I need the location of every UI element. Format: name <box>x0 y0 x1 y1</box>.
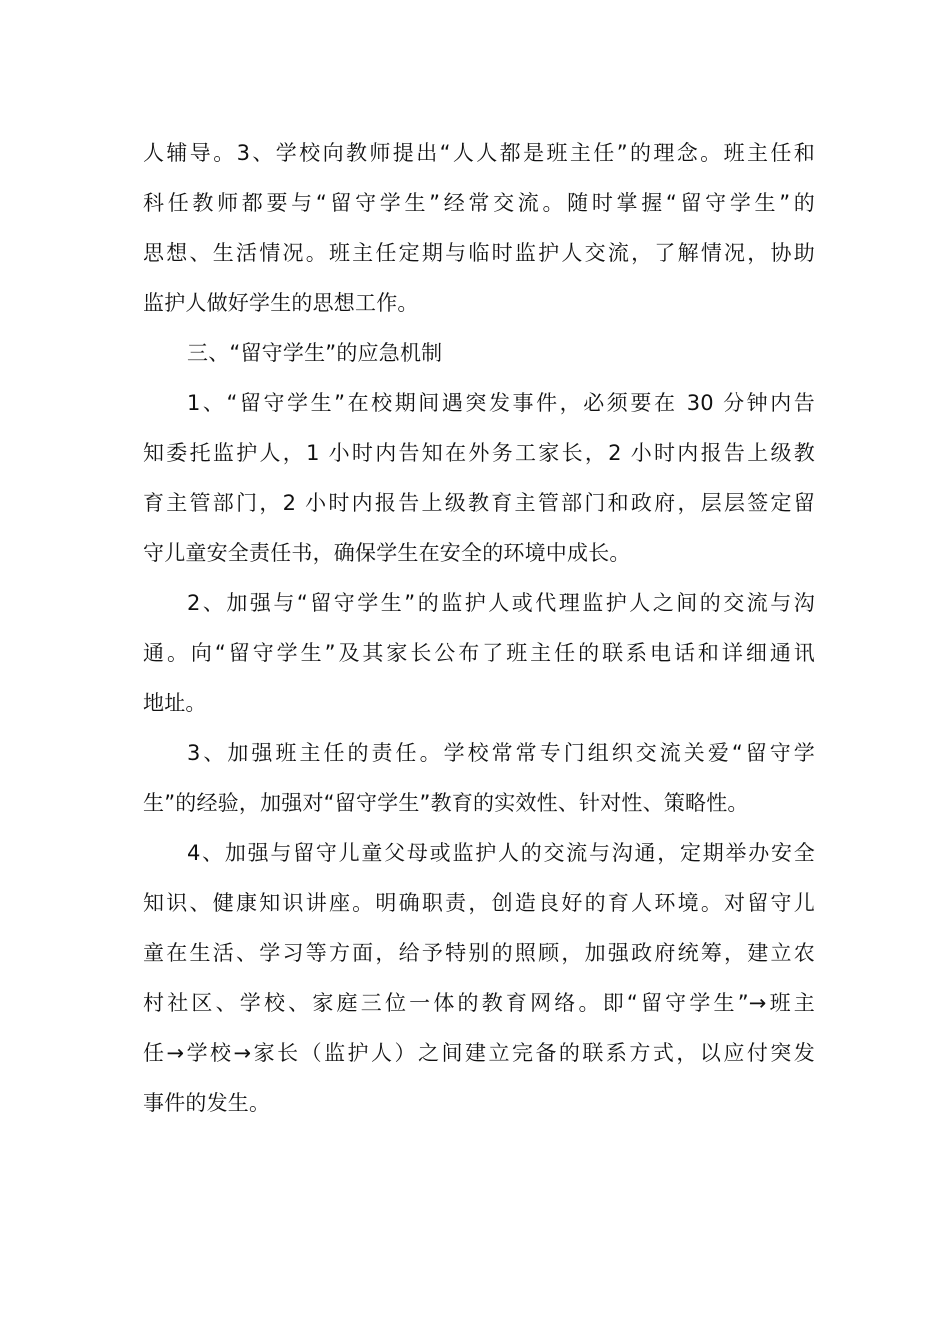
text-line: 生”的经验，加强对“留守学生”教育的实效性、针对性、策略性。 <box>143 791 749 815</box>
text-line: 育主管部门，2 小时内报告上级教育主管部门和政府，层层签定留 <box>143 491 815 515</box>
text-line: 守儿童安全责任书，确保学生在安全的环境中成长。 <box>143 541 631 565</box>
text-line: 村社区、学校、家庭三位一体的教育网络。即“留守学生”→班主 <box>143 991 815 1015</box>
text-line: 科任教师都要与“留守学生”经常交流。随时掌握“留守学生”的 <box>143 191 815 215</box>
text-line: 1、“留守学生”在校期间遇突发事件，必须要在 30 分钟内告 <box>187 391 815 415</box>
text-line: 童在生活、学习等方面，给予特别的照顾，加强政府统筹，建立农 <box>143 941 815 965</box>
text-line: 3、加强班主任的责任。学校常常专门组织交流关爱“留守学 <box>187 741 815 765</box>
text-line: 知委托监护人，1 小时内告知在外务工家长，2 小时内报告上级教 <box>143 441 815 465</box>
text-line: 知识、健康知识讲座。明确职责，创造良好的育人环境。对留守儿 <box>143 891 815 915</box>
text-line: 监护人做好学生的思想工作。 <box>143 291 419 315</box>
text-line: 三、“留守学生”的应急机制 <box>187 341 443 365</box>
text-line: 4、加强与留守儿童父母或监护人的交流与沟通，定期举办安全 <box>187 841 815 865</box>
text-line: 事件的发生。 <box>143 1091 271 1115</box>
document-body <box>143 128 815 1128</box>
text-line: 思想、生活情况。班主任定期与临时监护人交流，了解情况，协助 <box>143 241 815 265</box>
text-line: 任→学校→家长（监护人）之间建立完备的联系方式，以应付突发 <box>143 1041 815 1065</box>
text-line: 通。向“留守学生”及其家长公布了班主任的联系电话和详细通讯 <box>143 641 815 665</box>
text-line: 人辅导。3、学校向教师提出“人人都是班主任”的理念。班主任和 <box>143 141 815 165</box>
text-line: 地址。 <box>143 691 207 715</box>
text-line: 2、加强与“留守学生”的监护人或代理监护人之间的交流与沟 <box>187 591 815 615</box>
